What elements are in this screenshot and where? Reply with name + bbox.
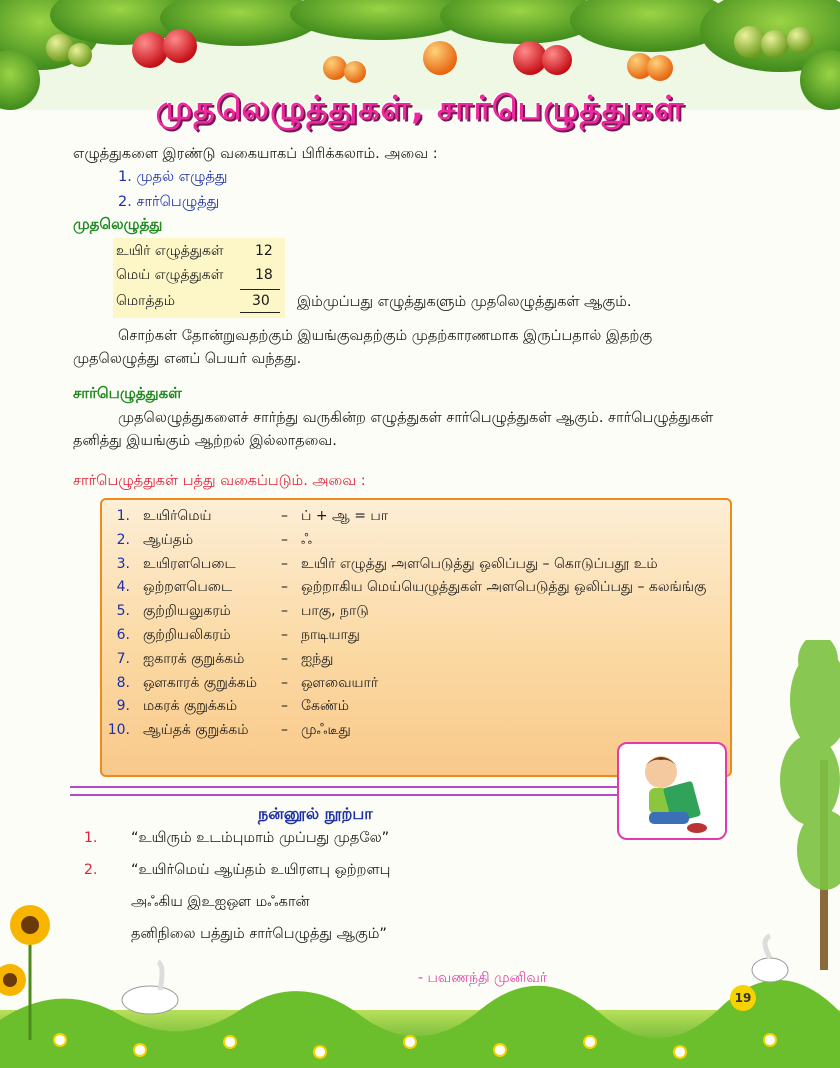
- count-label-consonants: மெய் எழுத்துகள்: [116, 267, 224, 283]
- list-item-example: ஃ: [301, 531, 312, 548]
- list-item-example: கேண்ம்: [301, 698, 349, 715]
- count-value-consonants: 18: [255, 267, 273, 283]
- list-item-number: 1.: [116, 508, 130, 524]
- list-item-example: ஐந்து: [301, 650, 334, 667]
- list-item-example: உயிர் எழுத்து அளபெடுத்து ஒலிப்பது – கொடுப்பதூ உம்: [301, 555, 658, 572]
- list-item-dash: –: [281, 603, 288, 620]
- primary-para-line2: முதலெழுத்து எனப் பெயர் வந்தது.: [73, 351, 302, 367]
- list-item-example: முஃடீது: [301, 722, 351, 739]
- reading-boy-icon: [619, 744, 725, 838]
- divider-line-bottom: [70, 794, 618, 796]
- list-item-example: பாகு, நாடு: [301, 603, 369, 620]
- dependent-para-line2: தனித்து இயங்கும் ஆற்றல் இல்லாதவை.: [73, 433, 337, 449]
- verse-line: “உயிரும் உடம்புமாம் முப்பது முதலே”: [131, 830, 390, 846]
- dependent-para-line1: முதலெழுத்துகளைச் சார்ந்து வருகின்ற எழுத்துகள் சார்பெழுத்துகள் ஆகும். சார்பெழுத்துகள்: [118, 410, 714, 426]
- list-intro: சார்பெழுத்துகள் பத்து வகைப்படும். அவை :: [73, 473, 366, 489]
- list-item-number: 7.: [116, 650, 130, 667]
- page-number: 19: [730, 985, 756, 1011]
- list-item-number: 6.: [116, 627, 130, 643]
- list-item-dash: –: [281, 508, 288, 524]
- reading-boy-box: [617, 742, 727, 840]
- author-credit: - பவணந்தி முனிவர்: [418, 970, 548, 986]
- count-value-vowels: 12: [255, 243, 273, 259]
- count-value-total: 30: [252, 293, 270, 309]
- list-item-name: உயிரளபெடை: [143, 555, 236, 572]
- list-item-name: ஒற்றளபெடை: [143, 579, 233, 596]
- list-item-name: மகரக் குறுக்கம்: [143, 698, 238, 715]
- list-item-example: ஒற்றாகிய மெய்யெழுத்துகள் அளபெடுத்து ஒலிப்பது – கலங்ங்கு: [301, 579, 707, 596]
- list-item-dash: –: [281, 627, 288, 643]
- section-heading-primary: முதலெழுத்து: [73, 215, 163, 233]
- list-item-number: 2.: [116, 531, 130, 548]
- list-item-dash: –: [281, 579, 288, 596]
- list-item-name: ஆய்தக் குறுக்கம்: [143, 722, 249, 739]
- verse-line: அஃகிய இஉஐஔ மஃகான்: [131, 894, 310, 910]
- primary-para-line1: சொற்கள் தோன்றுவதற்கும் இயங்குவதற்கும் முதற்காரணமாக இருப்பதால் இதற்கு: [118, 328, 653, 344]
- type-item-1: 1. முதல் எழுத்து: [118, 169, 228, 185]
- list-item-number: 4.: [116, 579, 130, 596]
- list-item-number: 10.: [107, 722, 130, 739]
- count-label-vowels: உயிர் எழுத்துகள்: [116, 243, 224, 259]
- list-item-dash: –: [281, 555, 288, 572]
- list-item-number: 3.: [116, 555, 130, 572]
- nannool-heading: நன்னூல் நூற்பா: [258, 804, 373, 823]
- verse-number: 1.: [84, 830, 98, 846]
- verse-line: “உயிர்மெய் ஆய்தம் உயிரளபு ஒற்றளபு: [131, 862, 391, 878]
- type-item-2: 2. சார்பெழுத்து: [118, 194, 220, 210]
- list-item-example: நாடியாது: [301, 627, 360, 643]
- verse-number: 2.: [84, 862, 98, 878]
- count-label-total: மொத்தம்: [116, 293, 175, 309]
- list-item-example: ஔவையார்: [301, 674, 379, 691]
- list-item-number: 9.: [116, 698, 130, 715]
- list-item-dash: –: [281, 722, 288, 739]
- list-item-dash: –: [281, 650, 288, 667]
- list-item-dash: –: [281, 698, 288, 715]
- total-note: இம்முப்பது எழுத்துகளும் முதலெழுத்துகள் ஆகும்.: [297, 294, 632, 310]
- list-item-name: ஐகாரக் குறுக்கம்: [143, 650, 245, 667]
- intro-text: எழுத்துகளை இரண்டு வகையாகப் பிரிக்கலாம். அவை :: [73, 146, 438, 162]
- divider-line-top: [70, 786, 618, 788]
- list-item-example: ப் + ஆ = பா: [301, 508, 389, 524]
- total-underline: [240, 312, 280, 313]
- list-item-name: ஆய்தம்: [143, 531, 194, 548]
- list-item-name: குற்றியலிகரம்: [143, 627, 231, 643]
- list-item-dash: –: [281, 531, 288, 548]
- list-item-number: 8.: [116, 674, 130, 691]
- list-item-name: ஔகாரக் குறுக்கம்: [143, 674, 258, 691]
- grass-and-flowers-icon: [0, 870, 840, 1068]
- list-item-name: உயிர்மெய்: [143, 508, 212, 524]
- list-item-name: குற்றியலுகரம்: [143, 603, 231, 620]
- page-title: முதலெழுத்துகள், சார்பெழுத்துகள்: [155, 88, 685, 127]
- sum-line: [240, 289, 280, 290]
- list-item-number: 5.: [116, 603, 130, 620]
- verse-line: தனிநிலை பத்தும் சார்பெழுத்து ஆகும்”: [131, 926, 387, 942]
- list-item-dash: –: [281, 674, 288, 691]
- section-heading-dependent: சார்பெழுத்துகள்: [73, 384, 182, 402]
